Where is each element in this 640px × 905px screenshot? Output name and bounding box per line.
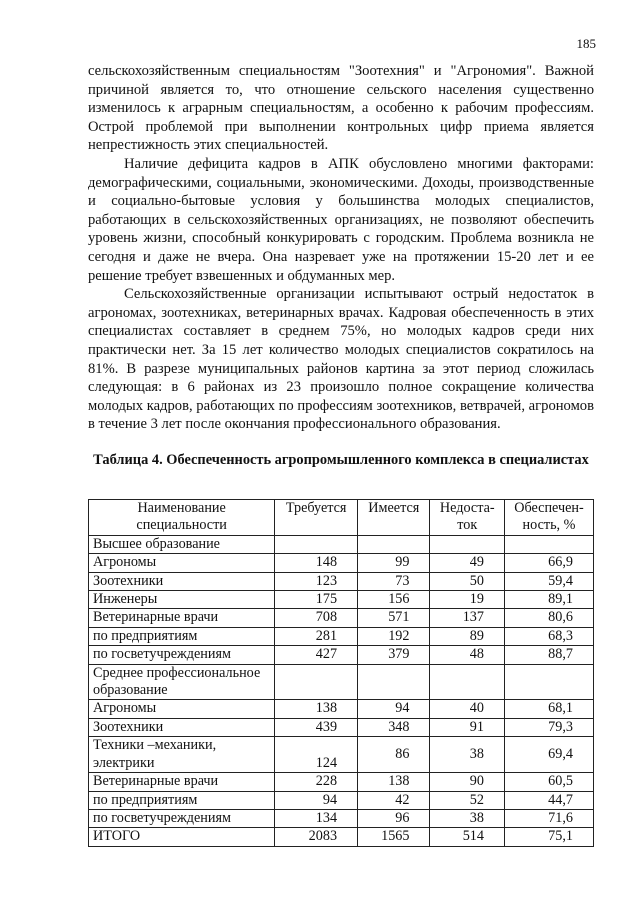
cell-shortage: 52 <box>430 791 505 809</box>
cell-available: 192 <box>358 627 430 645</box>
cell-specialty: Ветеринарные врачи <box>89 773 275 791</box>
cell-coverage: 75,1 <box>504 828 593 846</box>
table-row <box>89 627 594 645</box>
cell-shortage <box>430 535 505 553</box>
table-row <box>89 609 594 627</box>
cell-available <box>358 664 430 700</box>
table-row <box>89 809 594 827</box>
cell-coverage: 44,7 <box>504 791 593 809</box>
cell-required: 439 <box>275 718 358 736</box>
cell-shortage: 137 <box>430 609 505 627</box>
cell-specialty: ИТОГО <box>89 828 275 846</box>
cell-shortage: 49 <box>430 554 505 572</box>
cell-coverage: 71,6 <box>504 809 593 827</box>
cell-specialty: Инженеры <box>89 591 275 609</box>
cell-required: 228 <box>275 773 358 791</box>
header-required: Требуется <box>275 500 358 536</box>
cell-available: 1565 <box>358 828 430 846</box>
cell-available: 138 <box>358 773 430 791</box>
cell-specialty: по предприятиям <box>89 791 275 809</box>
header-shortage: Недоста-ток <box>430 500 505 536</box>
cell-shortage: 19 <box>430 591 505 609</box>
cell-shortage: 50 <box>430 572 505 590</box>
cell-required: 138 <box>275 700 358 718</box>
cell-shortage: 89 <box>430 627 505 645</box>
cell-required: 124 <box>275 737 358 773</box>
table-row <box>89 700 594 718</box>
table-row <box>89 718 594 736</box>
table-row <box>89 664 594 700</box>
cell-coverage: 80,6 <box>504 609 593 627</box>
cell-shortage: 90 <box>430 773 505 791</box>
cell-required: 94 <box>275 791 358 809</box>
cell-shortage: 38 <box>430 737 505 773</box>
cell-coverage: 68,1 <box>504 700 593 718</box>
cell-shortage: 514 <box>430 828 505 846</box>
cell-available: 94 <box>358 700 430 718</box>
cell-shortage <box>430 664 505 700</box>
cell-required: 148 <box>275 554 358 572</box>
cell-available: 42 <box>358 791 430 809</box>
header-specialty: Наименование специальности <box>89 500 275 536</box>
cell-available: 156 <box>358 591 430 609</box>
cell-specialty: по госветучреждениям <box>89 809 275 827</box>
cell-specialty: Агрономы <box>89 700 275 718</box>
cell-required: 2083 <box>275 828 358 846</box>
table-row <box>89 737 594 773</box>
cell-required <box>275 535 358 553</box>
cell-required: 175 <box>275 591 358 609</box>
cell-specialty: Среднее профессиональное образование <box>89 664 275 700</box>
cell-shortage: 40 <box>430 700 505 718</box>
cell-coverage: 89,1 <box>504 591 593 609</box>
cell-available <box>358 535 430 553</box>
cell-specialty: Техники –механики, электрики <box>89 737 275 773</box>
cell-shortage: 48 <box>430 646 505 664</box>
cell-available: 379 <box>358 646 430 664</box>
header-available: Имеется <box>358 500 430 536</box>
cell-coverage: 79,3 <box>504 718 593 736</box>
cell-specialty: Агрономы <box>89 554 275 572</box>
cell-coverage <box>504 664 593 700</box>
cell-specialty: по предприятиям <box>89 627 275 645</box>
cell-specialty: Зоотехники <box>89 572 275 590</box>
cell-shortage: 91 <box>430 718 505 736</box>
table-body <box>89 535 594 846</box>
cell-required: 708 <box>275 609 358 627</box>
cell-coverage: 59,4 <box>504 572 593 590</box>
cell-coverage: 68,3 <box>504 627 593 645</box>
cell-coverage: 88,7 <box>504 646 593 664</box>
table-row <box>89 535 594 553</box>
cell-available: 99 <box>358 554 430 572</box>
cell-available: 73 <box>358 572 430 590</box>
cell-available: 348 <box>358 718 430 736</box>
cell-specialty: по госветучреждениям <box>89 646 275 664</box>
table-row <box>89 572 594 590</box>
cell-coverage: 69,4 <box>504 737 593 773</box>
table-header-row <box>89 500 594 536</box>
cell-required: 281 <box>275 627 358 645</box>
cell-specialty: Ветеринарные врачи <box>89 609 275 627</box>
paragraph-3: Сельскохозяйственные организации испытывают острый недостаток в агрономах, зоотехниках, ветеринарных врачах. Кадровая обеспеченность в этих специалистах составляет в среднем 75%, но молодых кадров среди них практически нет. За 15 лет количество молодых специалистов сократилось на 81%. В разрезе муниципальных районов картина за этот период сложилась следующая: в 6 районах из 23 произошло полное сокращение количества молодых кадров, работающих по профессиям зоотехников, ветврачей, агрономов в течение 3 лет после окончания профессионального образования. <box>88 286 594 433</box>
page-number: 185 <box>576 36 596 51</box>
cell-specialty: Высшее образование <box>89 535 275 553</box>
cell-required: 134 <box>275 809 358 827</box>
cell-available: 86 <box>358 737 430 773</box>
cell-coverage: 66,9 <box>504 554 593 572</box>
table-title: Таблица 4. Обеспеченность агропромышленного комплекса в специалистах <box>93 452 589 468</box>
staffing-table <box>88 499 594 847</box>
cell-specialty: Зоотехники <box>89 718 275 736</box>
table-row <box>89 646 594 664</box>
table-row <box>89 773 594 791</box>
table-row <box>89 591 594 609</box>
cell-required <box>275 664 358 700</box>
cell-available: 96 <box>358 809 430 827</box>
cell-shortage: 38 <box>430 809 505 827</box>
paragraph-1: сельскохозяйственным специальностям "Зоотехния" и "Агрономия". Важной причиной является то, что отношение сельского населения существенно изменилось к аграрным специальностям, а особенно к рабочим профессиям. Острой проблемой при выполнении контрольных цифр приема является непрестижность этих специальностей. <box>88 63 594 154</box>
header-coverage: Обеспечен-ность, % <box>504 500 593 536</box>
paragraph-2: Наличие дефицита кадров в АПК обусловлено многими факторами: демографическими, социальными, экономическими. Доходы, производственные и социально-бытовые условия у большинства молодых специалистов, работающих в сельскохозяйственных организациях, не позволяют обеспечить уровень жизни, способный конкурировать с городским. Проблема возникла не сегодня и даже не вчера. Она назревает уже на протяжении 15-20 лет и ее решение требует взвешенных и обдуманных мер. <box>88 155 594 284</box>
table-row <box>89 554 594 572</box>
table-row <box>89 828 594 846</box>
cell-required: 427 <box>275 646 358 664</box>
cell-coverage: 60,5 <box>504 773 593 791</box>
table-row <box>89 791 594 809</box>
cell-coverage <box>504 535 593 553</box>
body-text <box>88 62 594 434</box>
cell-required: 123 <box>275 572 358 590</box>
cell-available: 571 <box>358 609 430 627</box>
